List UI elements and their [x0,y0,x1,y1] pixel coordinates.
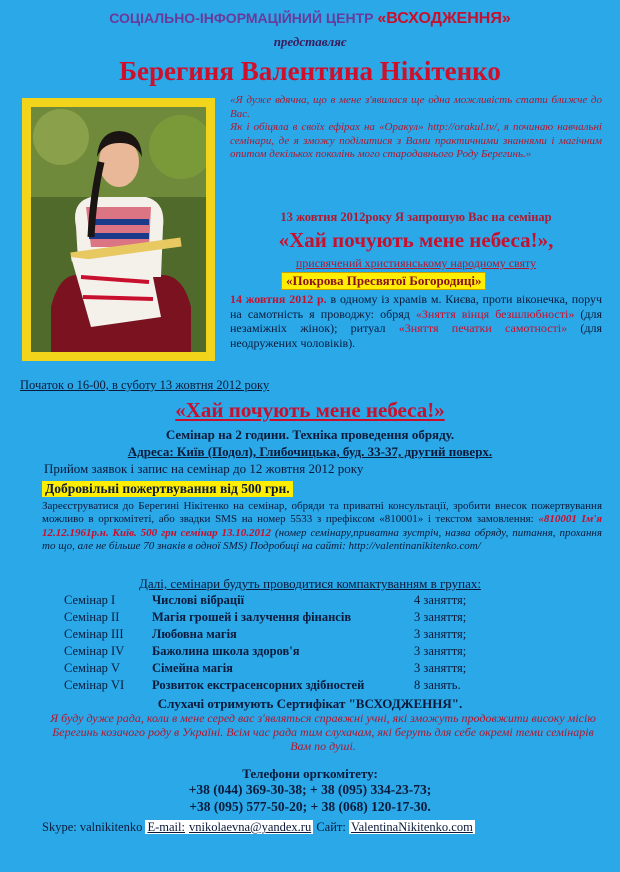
seminar-number: Семінар III [64,627,124,641]
seminar-row [62,626,468,643]
application-deadline: Прийом заявок і запис на семінар до 12 жовтня 2012 року [44,461,364,476]
seminar-title-cell: Бажолина школа здоров'я [152,644,300,658]
seminar-title-2: «Хай почують мене небеса!» [175,398,445,422]
rite-2-tail: (для неодружених чоловіків). [230,321,603,350]
seminar-number: Семінар II [64,610,120,624]
seminar-row [62,592,468,609]
seminar-number: Семінар IV [64,644,125,658]
skype-label: Skype: valnikitenko [42,820,143,834]
seminar-list [62,592,468,694]
event-invite: Я запрошую Вас на семінар [394,210,552,224]
event-date-line [230,210,602,225]
quote-paragraph-2: Як і обіцяла в своїх ефірах на «Оракул» http://orakul.tv/, я починаю навчальні семінари, де я зможу поділитися з Вами практичними знаннями і магічним опитом декількох поколінь мого стародавнього Роду Берегинь.» [230,121,602,161]
feast-badge: «Покрова Пресвятої Богородиці» [281,272,486,290]
seminar-number: Семінар I [64,593,116,607]
phones-label: Телефони оргкомітету: [242,766,378,781]
rite-paragraph [230,292,602,350]
rite-label: обряд [380,306,410,321]
seminar-number: Семінар V [64,661,121,675]
seminar-sessions: 3 заняття; [414,644,467,658]
portrait-photo [22,98,215,361]
email-link[interactable]: vnikolaevna@yandex.ru [188,820,312,834]
email-label: E-mail: [147,820,185,834]
rite-1-tail: (для незаміжніх жінок); ритуал [230,306,602,335]
org-header [0,10,620,28]
contacts-line [42,820,475,835]
seminar-sessions: 4 заняття; [414,593,467,607]
page-title: Берегиня Валентина Нікітенко [119,56,501,86]
rite-1-name: «Зняття вінця безшлюбності» [415,306,575,321]
seminar-row [62,609,468,626]
seminar-info: Семінар на 2 години. Техніка проведення обряду. [165,427,455,442]
phones-line-1: +38 (044) 369-30-38; + 38 (095) 334-23-73; [188,782,432,797]
address: Адреса: Київ (Подол), Глибочицька, буд. 33-37, другий поверх. [127,444,493,459]
registration-intro: Зареєструватися до Берегині Нікітенко на семінар, обряди та приватні консультації, зробити внесок пожертвування можливо в оргкомітеті, або звадки SMS на номер 5533 з префіксом «810001» і текстом замовлення: [42,500,602,526]
rite-2-name: «Зняття печатки самотності» [398,321,568,335]
org-name: СОЦІАЛЬНО-ІНФОРМАЦІЙНИЙ ЦЕНТР [109,10,374,26]
seminar-title-cell: Магія грошей і залучення фінансів [152,610,352,624]
site-link[interactable]: ValentinaNikitenko.com [350,820,473,834]
seminar-row [62,677,468,694]
dedication-text: присвячений християнському народному святу [295,256,537,270]
seminar-title-cell: Любовна магія [152,627,237,641]
seminar-sessions: 8 занять. [414,678,461,692]
seminar-title-cell: Числові вібрації [152,593,245,607]
seminar-title-cell: Сімейна магія [152,661,233,675]
portrait-image [31,107,206,352]
seminar-title-cell: Розвиток екстрасенсорних здібностей [152,678,365,692]
start-time: Початок о 16-00, в суботу 13 жовтня 2012 року [20,378,270,392]
sms-code: «810001 Ім'я 12.12.1961р.н. Київ. 500 грн семінар 13.10.2012 [42,513,602,539]
further-seminars-heading: Далі, семінари будуть проводитися компактуванням в групах: [139,576,481,591]
site-label: Сайт: [316,820,346,834]
event-date: 13 жовтня 2012року [280,210,392,224]
seminar-row [62,643,468,660]
rite-date: 14 жовтня 2012 р. [230,292,327,306]
presents-label: представляє [273,34,347,49]
quote-block [230,94,602,162]
quote-paragraph-1: «Я дуже вдячна, що в мене з'явилася ще одна можливість стати ближче до Вас. [230,94,602,120]
certificate-note: Слухачі отримують Сертифікат "ВСХОДЖЕННЯ". [157,696,463,711]
seminar-number: Семінар VI [64,678,125,692]
registration-note: (номер семінару,приватна зустріч, назва обряду, питання, прохання то що, але не більше 70 знаків в одної SMS) Подробиці на сайті: http://valentinanikitenko.com/ [42,526,602,553]
rite-text: в одному із храмів м. Києва, проти віконечка, поруч на самотність я проводжу: [230,292,603,321]
seminar-row [62,660,468,677]
donation-badge: Добровільні пожертвування від 500 грн. [42,481,293,497]
registration-text [42,500,602,554]
org-brand: «ВСХОДЖЕННЯ» [377,10,511,27]
seminar-sessions: 3 заняття; [414,661,467,675]
seminar-sessions: 3 заняття; [414,610,467,624]
closing-message: Я буду дуже рада, коли в мене серед вас з'являться справжні учні, які зможуть продовжити високу місію Берегинь козачого роду в Україні. Всім час рада тим слухачам, які беруть для себе окремі теми семінарів Вам по душі. [50,711,596,754]
seminar-sessions: 3 заняття; [414,627,467,641]
phones-line-2: +38 (095) 577-50-20; + 38 (068) 120-17-30. [189,799,431,814]
seminar-title: «Хай почують мене небеса!», [278,228,554,252]
seminar-list-body [62,592,468,694]
